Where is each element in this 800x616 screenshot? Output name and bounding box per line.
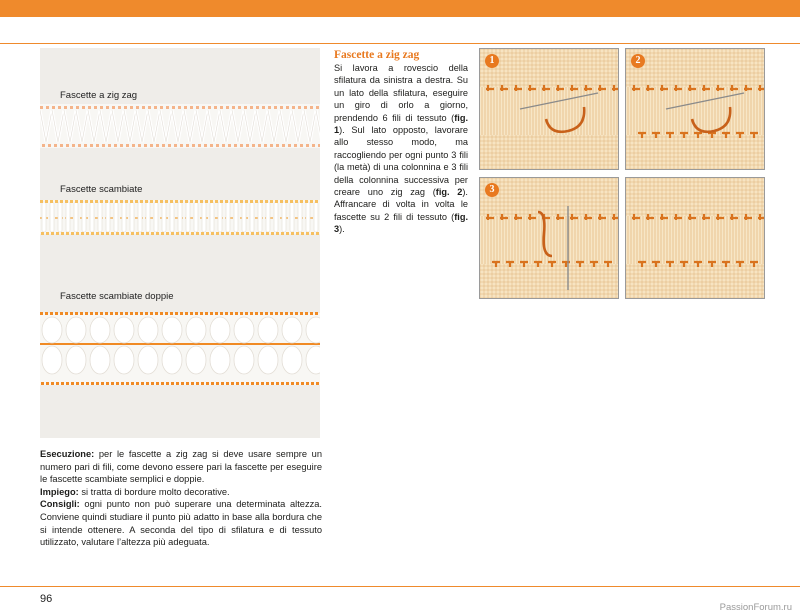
- header-rule: [0, 43, 800, 44]
- figure-2-diagram: [626, 49, 764, 169]
- section-text-2: ). Sul lato opposto, lavorare allo stesso modo, ma raccogliendo per ogni punto 3 fili (la metà) di una colonnina e 3 fili della colonnina successiva per creare uno zig zag (: [334, 125, 468, 198]
- section-text-1: Si lavora a rovescio della sfilatura da sinistra a destra. Su un lato della sfilatura, eseguire un giro di orlo a giorno, prendendo 6 fili di tessuto (: [334, 63, 468, 123]
- instructions-text: [40, 448, 322, 549]
- esecuzione-label: Esecuzione:: [40, 449, 95, 459]
- embroidery-illustration: [40, 48, 320, 438]
- impiego-text: si tratta di bordure molto decorative.: [78, 486, 230, 497]
- esecuzione-text: per le fascette a zig zag si deve usare sempre un numero pari di fili, come devono essere pari la fascette per eseguire le fascette scambiate semplici e doppie.: [40, 449, 322, 485]
- label-fascette-scambiate-doppie: Fascette scambiate doppie: [60, 291, 174, 302]
- header-band: [0, 0, 800, 17]
- consigli-text: ogni punto non può superare una determinata altezza. Conviene quindi studiare il punto più adatto in base alla bordura che si intende ottenere. A seconda del tipo di sfilatura e di tessuto utilizzato, valutare l’altezza più adeguata.: [40, 499, 322, 548]
- label-fascette-scambiate: Fascette scambiate: [60, 184, 143, 195]
- consigli-paragraph: [40, 498, 322, 548]
- esecuzione-paragraph: [40, 448, 322, 486]
- section-text-4: ).: [339, 224, 345, 235]
- fig3-ref: fig. 3: [334, 211, 468, 235]
- page-number: 96: [40, 593, 53, 605]
- consigli-label: Consigli:: [40, 499, 80, 510]
- section-text: [334, 62, 468, 236]
- label-fascette-zig-zag: Fascette a zig zag: [60, 90, 138, 101]
- figure-2: [625, 48, 765, 170]
- impiego-label: Impiego:: [40, 486, 79, 497]
- figure-1-number: 1: [485, 54, 499, 68]
- fig2-ref: fig. 2: [435, 187, 463, 198]
- watermark: PassionForum.ru: [719, 602, 792, 613]
- footer-rule: [0, 586, 800, 587]
- embroidery-photo: [40, 48, 320, 438]
- figure-3-diagram: [480, 178, 618, 298]
- figure-2-number: 2: [631, 54, 645, 68]
- impiego-paragraph: [40, 486, 322, 499]
- figure-3: [479, 177, 619, 299]
- figure-1: [479, 48, 619, 170]
- figure-4: [625, 177, 765, 299]
- section-title: Fascette a zig zag: [334, 49, 420, 61]
- section-text-3: ). Affrancare di volta in volta le fascette su 2 fili di tessuto (: [334, 187, 468, 222]
- figure-1-diagram: [480, 49, 618, 169]
- fig1-ref: fig. 1: [334, 112, 468, 136]
- figure-4-diagram: [626, 178, 764, 298]
- figure-3-number: 3: [485, 183, 499, 197]
